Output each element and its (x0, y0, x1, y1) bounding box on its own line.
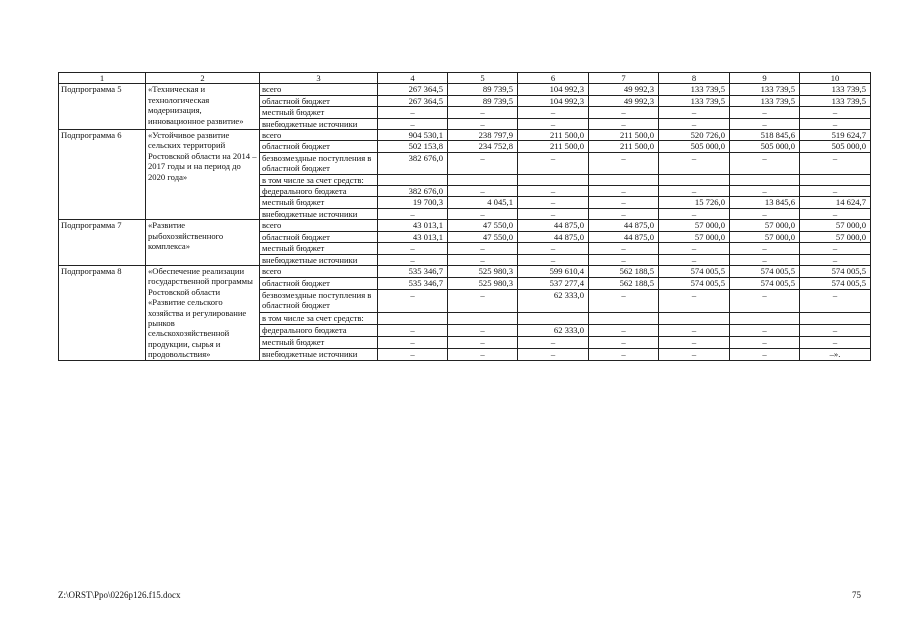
amount-cell: 57 000,0 (659, 220, 730, 231)
subprogram-code: Подпрограмма 7 (59, 220, 146, 266)
funding-source-label: в том числе за счет средств: (260, 312, 378, 324)
amount-cell: 525 980,3 (448, 277, 518, 289)
amount-cell (800, 174, 871, 185)
amount-cell: – (800, 152, 871, 174)
amount-cell: – (518, 118, 589, 129)
header-cell: 6 (518, 73, 589, 84)
amount-cell: 49 992,3 (589, 84, 659, 95)
funding-source-label: внебюджетные источники (260, 254, 378, 265)
amount-cell: – (589, 208, 659, 219)
amount-cell: – (659, 208, 730, 219)
amount-cell: – (448, 254, 518, 265)
amount-cell: – (589, 254, 659, 265)
amount-cell: 44 875,0 (518, 220, 589, 231)
header-cell: 5 (448, 73, 518, 84)
amount-cell: – (589, 186, 659, 197)
amount-cell: 133 739,5 (800, 84, 871, 95)
amount-cell: – (518, 336, 589, 348)
amount-cell: 133 739,5 (730, 95, 800, 106)
amount-cell: – (800, 208, 871, 219)
amount-cell: – (378, 107, 448, 118)
table-body (59, 73, 871, 361)
amount-cell: – (378, 243, 448, 254)
amount-cell: 43 013,1 (378, 231, 448, 242)
funding-source-label: местный бюджет (260, 107, 378, 118)
amount-cell: 525 980,3 (448, 265, 518, 277)
amount-cell: 43 013,1 (378, 220, 448, 231)
amount-cell: 57 000,0 (800, 220, 871, 231)
amount-cell: 44 875,0 (518, 231, 589, 242)
funding-source-label: всего (260, 220, 378, 231)
amount-cell: 57 000,0 (659, 231, 730, 242)
amount-cell: – (659, 348, 730, 360)
funding-source-label: областной бюджет (260, 141, 378, 152)
amount-cell: 14 624,7 (800, 197, 871, 208)
funding-source-label: областной бюджет (260, 231, 378, 242)
amount-cell: – (378, 348, 448, 360)
amount-cell: – (589, 107, 659, 118)
header-cell: 2 (146, 73, 260, 84)
amount-cell: – (378, 118, 448, 129)
amount-cell: 574 005,5 (730, 277, 800, 289)
amount-cell: – (589, 289, 659, 312)
amount-cell (448, 174, 518, 185)
table-row (59, 130, 871, 141)
amount-cell: 535 346,7 (378, 265, 448, 277)
table-row (59, 84, 871, 95)
amount-cell: 15 726,0 (659, 197, 730, 208)
amount-cell: – (730, 107, 800, 118)
amount-cell: – (730, 289, 800, 312)
amount-cell: 562 188,5 (589, 265, 659, 277)
funding-source-label: федерального бюджета (260, 186, 378, 197)
amount-cell: 19 700,3 (378, 197, 448, 208)
amount-cell: – (448, 208, 518, 219)
amount-cell: – (800, 186, 871, 197)
funding-source-label: в том числе за счет средств: (260, 174, 378, 185)
amount-cell: 44 875,0 (589, 231, 659, 242)
amount-cell: – (518, 208, 589, 219)
funding-source-label: местный бюджет (260, 197, 378, 208)
funding-table (58, 72, 871, 361)
amount-cell: 382 676,0 (378, 152, 448, 174)
funding-source-label: безвозмездные поступления в областной бюджет (260, 152, 378, 174)
amount-cell: 44 875,0 (589, 220, 659, 231)
amount-cell: 133 739,5 (659, 95, 730, 106)
funding-source-label: всего (260, 130, 378, 141)
amount-cell: – (518, 254, 589, 265)
header-cell: 10 (800, 73, 871, 84)
amount-cell: – (800, 289, 871, 312)
amount-cell: – (378, 208, 448, 219)
table-row (59, 220, 871, 231)
amount-cell: 537 277,4 (518, 277, 589, 289)
amount-cell: 505 000,0 (659, 141, 730, 152)
file-path: Z:\ORST\Ppo\0226p126.f15.docx (58, 590, 181, 600)
amount-cell: – (518, 197, 589, 208)
amount-cell: – (589, 348, 659, 360)
amount-cell: 520 726,0 (659, 130, 730, 141)
funding-source-label: внебюджетные источники (260, 348, 378, 360)
amount-cell: – (518, 348, 589, 360)
subprogram-code: Подпрограмма 6 (59, 130, 146, 220)
amount-cell: 267 364,5 (378, 84, 448, 95)
amount-cell: – (448, 336, 518, 348)
amount-cell: 47 550,0 (448, 220, 518, 231)
amount-cell: – (800, 118, 871, 129)
amount-cell: 574 005,5 (730, 265, 800, 277)
amount-cell: – (589, 118, 659, 129)
amount-cell (378, 312, 448, 324)
amount-cell: – (659, 336, 730, 348)
amount-cell: – (730, 186, 800, 197)
amount-cell: – (378, 289, 448, 312)
funding-source-label: областной бюджет (260, 95, 378, 106)
amount-cell: – (800, 324, 871, 336)
amount-cell (589, 312, 659, 324)
amount-cell: – (730, 118, 800, 129)
amount-cell: 133 739,5 (659, 84, 730, 95)
amount-cell: 211 500,0 (518, 130, 589, 141)
amount-cell: 104 992,3 (518, 84, 589, 95)
amount-cell: – (659, 254, 730, 265)
amount-cell: – (730, 336, 800, 348)
amount-cell: – (518, 243, 589, 254)
funding-source-label: безвозмездные поступления в областной бюджет (260, 289, 378, 312)
amount-cell (730, 174, 800, 185)
amount-cell: – (518, 152, 589, 174)
amount-cell: 211 500,0 (589, 130, 659, 141)
amount-cell (518, 174, 589, 185)
amount-cell: – (589, 243, 659, 254)
amount-cell: 133 739,5 (730, 84, 800, 95)
amount-cell: – (448, 348, 518, 360)
amount-cell: 133 739,5 (800, 95, 871, 106)
page-number: 75 (852, 590, 861, 600)
amount-cell: 562 188,5 (589, 277, 659, 289)
subprogram-title: «Устойчивое развитие сельских территорий Ростовской области на 2014 – 2017 годы и на период до 2020 года» (146, 130, 260, 220)
amount-cell: 502 153,8 (378, 141, 448, 152)
amount-cell: 574 005,5 (800, 265, 871, 277)
amount-cell: – (800, 254, 871, 265)
funding-source-label: всего (260, 84, 378, 95)
amount-cell: – (378, 336, 448, 348)
subprogram-title: «Обеспечение реализации государственной программы Ростовской области «Развитие сельского хозяйства и регулирование рынков сельскохозяйственной продукции, сырья и продовольствия» (146, 265, 260, 360)
funding-source-label: внебюджетные источники (260, 118, 378, 129)
amount-cell: 49 992,3 (589, 95, 659, 106)
amount-cell: 57 000,0 (730, 231, 800, 242)
amount-cell: – (518, 186, 589, 197)
amount-cell: – (800, 336, 871, 348)
amount-cell: – (730, 208, 800, 219)
header-cell: 1 (59, 73, 146, 84)
amount-cell: – (730, 348, 800, 360)
amount-cell: 211 500,0 (589, 141, 659, 152)
funding-source-label: областной бюджет (260, 277, 378, 289)
amount-cell: 535 346,7 (378, 277, 448, 289)
amount-cell: – (448, 243, 518, 254)
amount-cell: 505 000,0 (730, 141, 800, 152)
amount-cell: – (730, 254, 800, 265)
funding-source-label: местный бюджет (260, 336, 378, 348)
amount-cell: 238 797,9 (448, 130, 518, 141)
amount-cell: 4 045,1 (448, 197, 518, 208)
amount-cell: 47 550,0 (448, 231, 518, 242)
amount-cell (659, 174, 730, 185)
amount-cell: – (589, 336, 659, 348)
header-cell: 7 (589, 73, 659, 84)
amount-cell: 57 000,0 (800, 231, 871, 242)
amount-cell (448, 312, 518, 324)
amount-cell: – (659, 324, 730, 336)
subprogram-code: Подпрограмма 5 (59, 84, 146, 130)
header-cell: 8 (659, 73, 730, 84)
amount-cell: 13 845,6 (730, 197, 800, 208)
amount-cell: 62 333,0 (518, 289, 589, 312)
amount-cell (800, 312, 871, 324)
table-row (59, 265, 871, 277)
amount-cell: 505 000,0 (800, 141, 871, 152)
amount-cell: – (659, 289, 730, 312)
amount-cell: – (378, 324, 448, 336)
amount-cell: 62 333,0 (518, 324, 589, 336)
funding-source-label: внебюджетные источники (260, 208, 378, 219)
amount-cell (730, 312, 800, 324)
amount-cell: 574 005,5 (659, 265, 730, 277)
amount-cell: – (659, 107, 730, 118)
amount-cell: 234 752,8 (448, 141, 518, 152)
amount-cell: – (659, 118, 730, 129)
amount-cell: – (378, 254, 448, 265)
amount-cell: 89 739,5 (448, 95, 518, 106)
amount-cell: – (448, 289, 518, 312)
amount-cell: – (659, 186, 730, 197)
amount-cell: – (659, 243, 730, 254)
header-cell: 4 (378, 73, 448, 84)
amount-cell: 104 992,3 (518, 95, 589, 106)
amount-cell: – (518, 107, 589, 118)
subprogram-code: Подпрограмма 8 (59, 265, 146, 360)
amount-cell: – (589, 324, 659, 336)
amount-cell (378, 174, 448, 185)
amount-cell: 211 500,0 (518, 141, 589, 152)
amount-cell (589, 174, 659, 185)
funding-source-label: федерального бюджета (260, 324, 378, 336)
header-row (59, 73, 871, 84)
amount-cell: 599 610,4 (518, 265, 589, 277)
amount-cell: – (730, 243, 800, 254)
subprogram-title: «Техническая и технологическая модернизация, инновационное развитие» (146, 84, 260, 130)
funding-source-label: местный бюджет (260, 243, 378, 254)
amount-cell: – (448, 324, 518, 336)
amount-cell: 518 845,6 (730, 130, 800, 141)
amount-cell: 57 000,0 (730, 220, 800, 231)
amount-cell: 519 624,7 (800, 130, 871, 141)
amount-cell (659, 312, 730, 324)
header-cell: 9 (730, 73, 800, 84)
amount-cell: – (800, 243, 871, 254)
amount-cell: – (730, 152, 800, 174)
amount-cell: – (589, 152, 659, 174)
amount-cell: –». (800, 348, 871, 360)
amount-cell: 574 005,5 (800, 277, 871, 289)
subprogram-title: «Развитие рыбохозяйственного комплекса» (146, 220, 260, 266)
amount-cell: – (659, 152, 730, 174)
amount-cell: 267 364,5 (378, 95, 448, 106)
amount-cell: – (448, 186, 518, 197)
funding-source-label: всего (260, 265, 378, 277)
amount-cell: 382 676,0 (378, 186, 448, 197)
amount-cell: 574 005,5 (659, 277, 730, 289)
header-cell: 3 (260, 73, 378, 84)
amount-cell: – (589, 197, 659, 208)
amount-cell: 89 739,5 (448, 84, 518, 95)
amount-cell: – (448, 107, 518, 118)
amount-cell: – (800, 107, 871, 118)
amount-cell: 904 530,1 (378, 130, 448, 141)
amount-cell: – (448, 118, 518, 129)
amount-cell: – (730, 324, 800, 336)
amount-cell (518, 312, 589, 324)
amount-cell: – (448, 152, 518, 174)
